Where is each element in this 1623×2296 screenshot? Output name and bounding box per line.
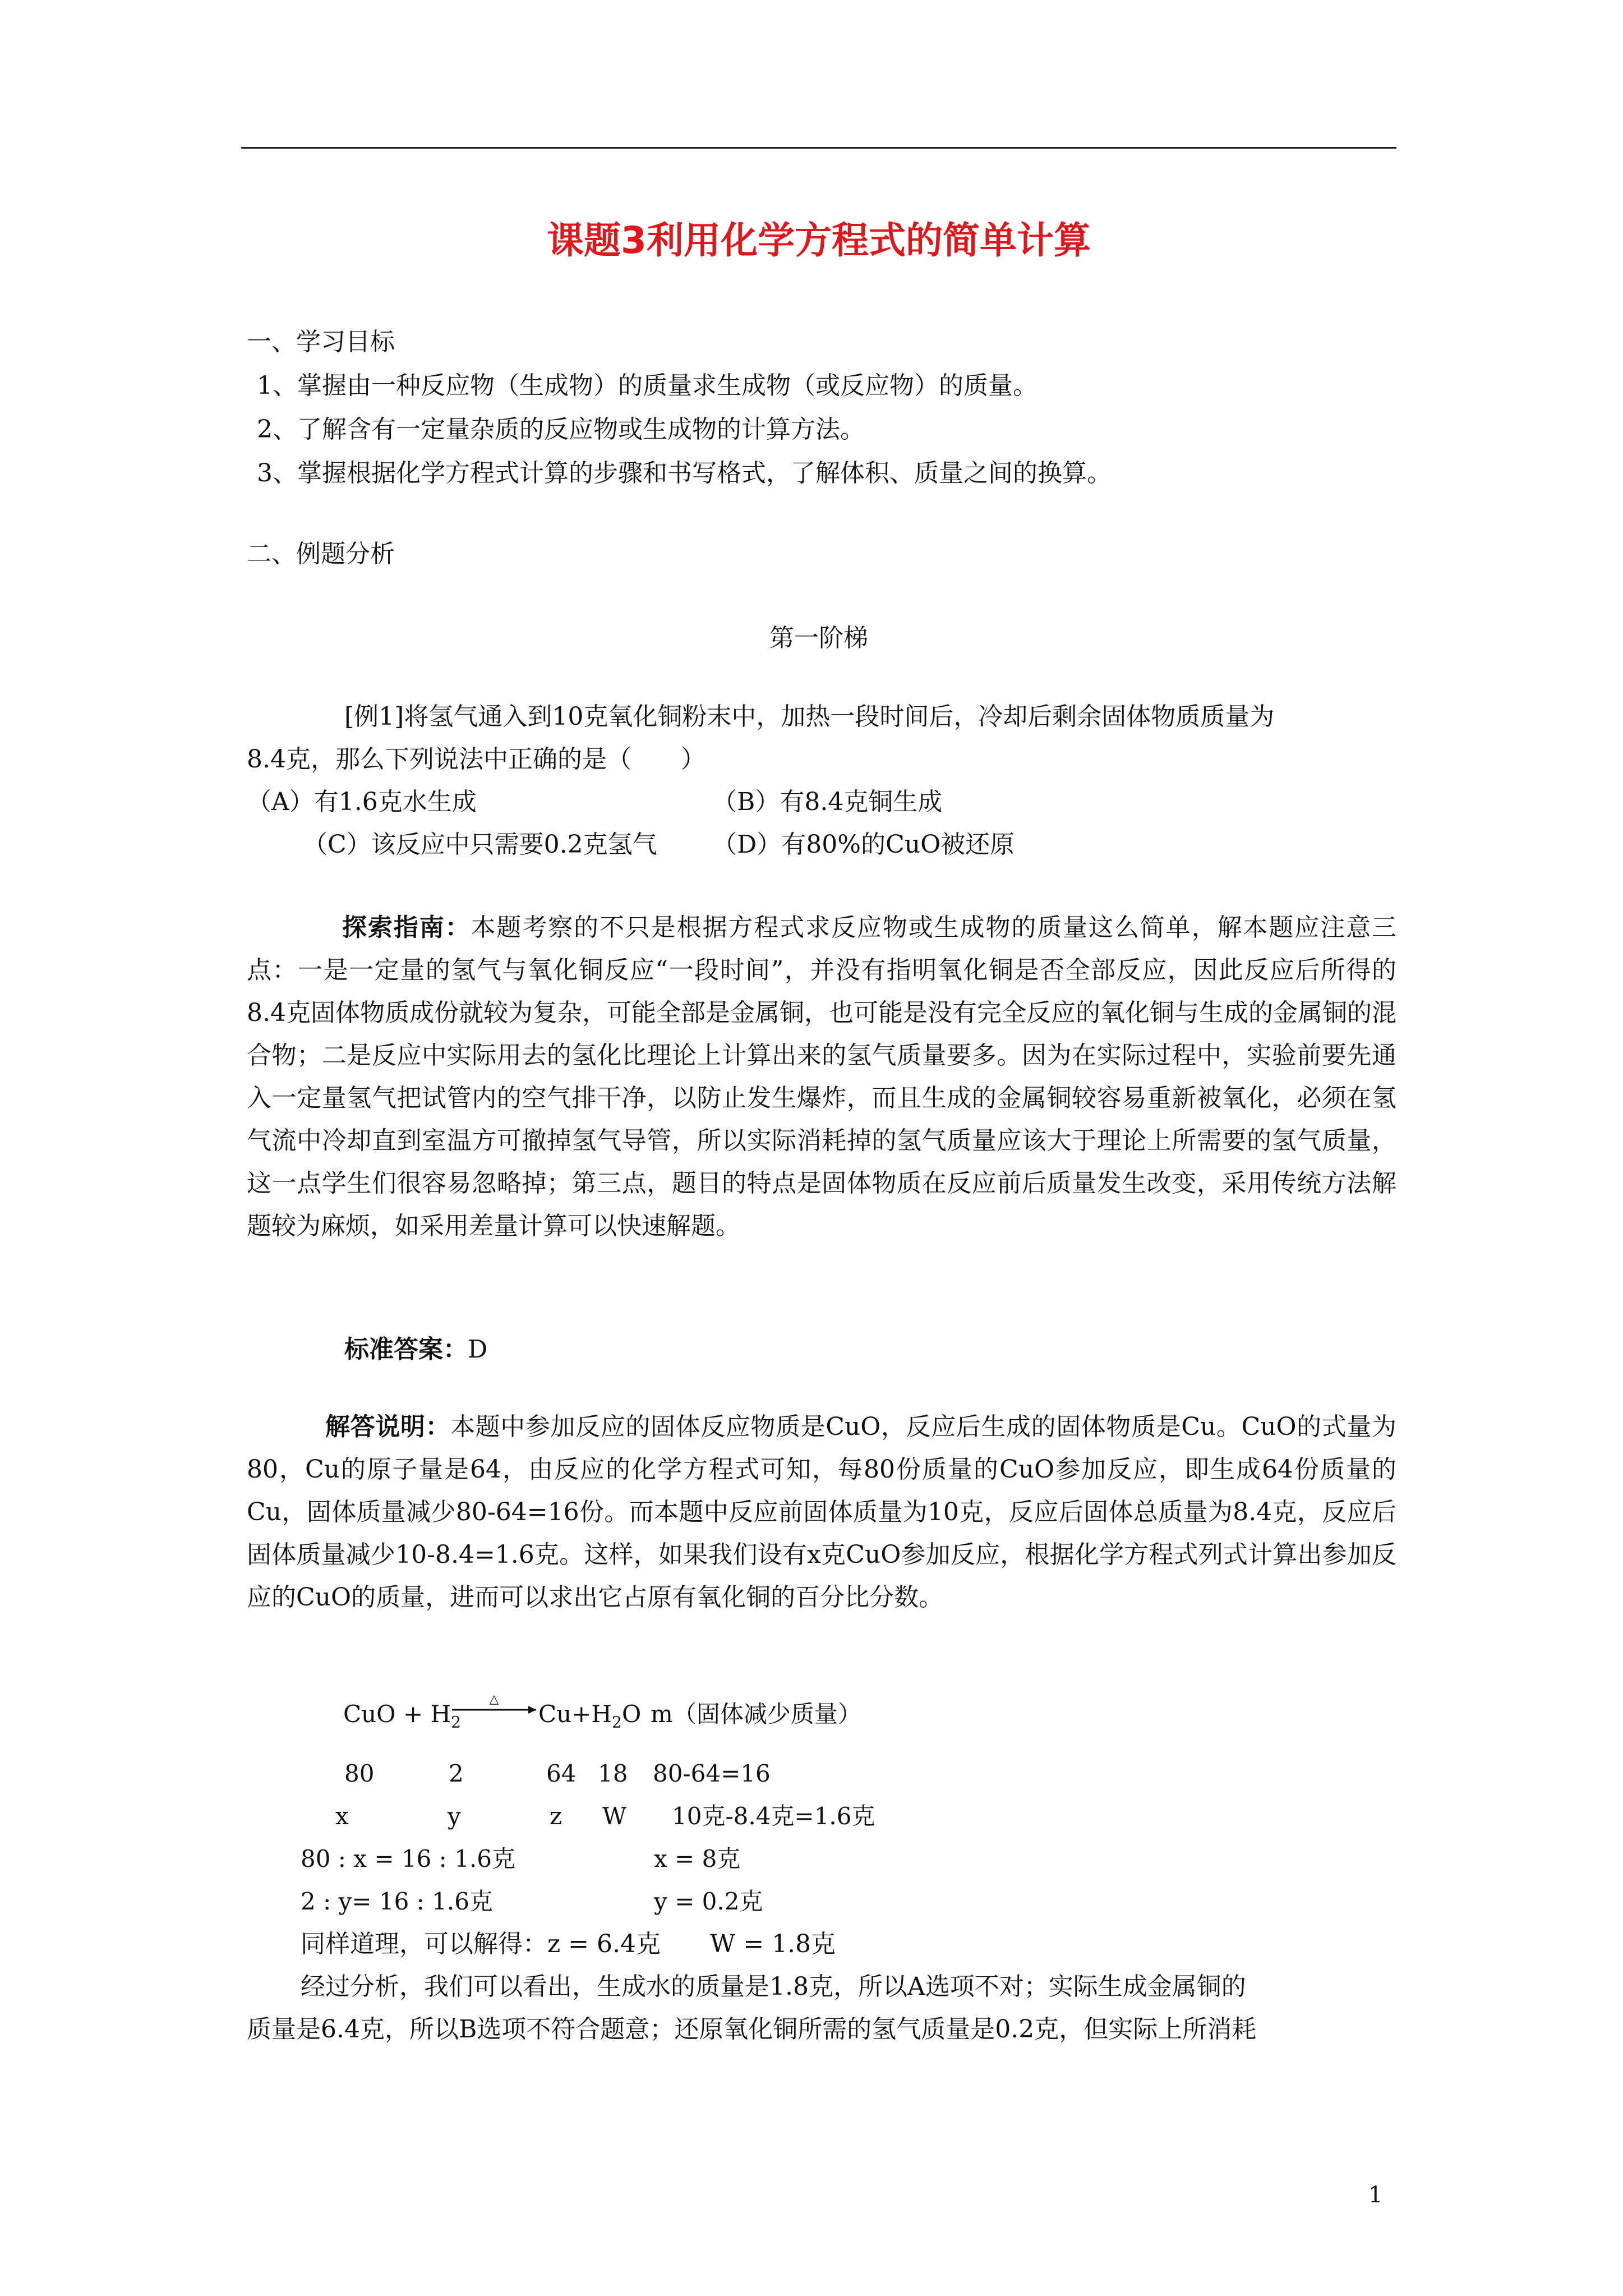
mass-value: 80 bbox=[344, 1760, 375, 1787]
variable: x bbox=[335, 1802, 349, 1830]
example-question-line: 8.4克，那么下列说法中正确的是（ ） bbox=[247, 745, 706, 774]
heat-condition: △ bbox=[489, 1692, 499, 1706]
objective-item: 3、掌握根据化学方程式计算的步骤和书写格式，了解体积、质量之间的换算。 bbox=[257, 459, 1112, 487]
equation-left: CuO + $H_2$ bbox=[343, 1700, 461, 1732]
variable: 10克-8.4克=1.6克 bbox=[672, 1802, 875, 1830]
guide-label: 探索指南： bbox=[342, 913, 471, 942]
explanation-paragraph bbox=[247, 1406, 1396, 1619]
option-c: （C）该反应中只需要0.2克氢气 bbox=[303, 830, 657, 859]
page-number: 1 bbox=[1368, 2182, 1383, 2208]
subheading-level: 第一阶梯 bbox=[769, 624, 868, 652]
equation-right: $Cu+H_2O$ bbox=[538, 1700, 642, 1732]
section-heading-examples: 二、例题分析 bbox=[247, 540, 395, 568]
option-a: （A）有1.6克水生成 bbox=[247, 788, 477, 816]
equation-note: m（固体减少质量） bbox=[651, 1700, 861, 1728]
page-title: 课题3利用化学方程式的简单计算 bbox=[547, 219, 1091, 262]
mass-value: 80-64=16 bbox=[653, 1760, 771, 1787]
mass-value: 64 bbox=[546, 1760, 577, 1787]
header-rule bbox=[241, 147, 1396, 149]
variable: z bbox=[550, 1802, 562, 1830]
answer-line bbox=[344, 1333, 487, 1366]
mass-value: 2 bbox=[449, 1760, 464, 1787]
calc-line: 同样道理，可以解得：z = 6.4克 W = 1.8克 bbox=[301, 1930, 836, 1958]
option-b: （B）有8.4克铜生成 bbox=[712, 788, 943, 816]
explanation-text: 本题中参加反应的固体反应物质是CuO，反应后生成的固体物质是Cu。CuO的式量为80，Cu的原子量是64，由反应的化学方程式可知，每80份质量的CuO参加反应，即生成64份质量的Cu，固体质量减少80-64=16份。而本题中反应前固体质量为10克，反应后固体总质量为8.4克，反应后固体质量减少10-8.4=1.6克。这样，如果我们设有x克CuO参加反应，根据化学方程式列式计算出参加反应的CuO的质量，进而可以求出它占原有氧化铜的百分比分数。 bbox=[247, 1412, 1397, 1612]
mass-value: 18 bbox=[598, 1760, 628, 1787]
conclusion-line: 经过分析，我们可以看出，生成水的质量是1.8克，所以A选项不对；实际生成金属铜的 bbox=[301, 1972, 1246, 2001]
subscript: 2 bbox=[612, 1713, 622, 1732]
calc-result: x = 8克 bbox=[654, 1845, 741, 1872]
subscript: 2 bbox=[451, 1713, 461, 1732]
calc-line: 80 : x = 16 : 1.6克 bbox=[301, 1845, 515, 1872]
answer-label: 标准答案： bbox=[344, 1335, 468, 1364]
explanation-label: 解答说明： bbox=[325, 1412, 451, 1441]
reaction-arrow-icon bbox=[452, 1688, 542, 1722]
variable: y bbox=[448, 1802, 461, 1830]
variable: W bbox=[602, 1802, 627, 1830]
guide-text: 本题考察的不只是根据方程式求反应物或生成物的质量这么简单，解本题应注意三点：一是一定量的氢气与氧化铜反应“一段时间”，并没有指明氧化铜是否全部反应，因此反应后所得的8.4克固体物质成份就较为复杂，可能全部是金属铜，也可能是没有完全反应的氧化铜与生成的金属铜的混合物；二是反应中实际用去的氢化比理论上计算出来的氢气质量要多。因为在实际过程中，实验前要先通入一定量氢气把试管内的空气排干净，以防止发生爆炸，而且生成的金属铜较容易重新被氧化，必须在氢气流中冷却直到室温方可撤掉氢气导管，所以实际消耗掉的氢气质量应该大于理论上所需要的氢气质量，这一点学生们很容易忽略掉；第三点，题目的特点是固体物质在反应前后质量发生改变，采用传统方法解题较为麻烦，如采用差量计算可以快速解题。 bbox=[247, 913, 1396, 1240]
objective-item: 1、掌握由一种反应物（生成物）的质量求生成物（或反应物）的质量。 bbox=[257, 371, 1038, 400]
answer-value: D bbox=[468, 1335, 488, 1364]
calc-result: y = 0.2克 bbox=[654, 1888, 763, 1915]
guide-paragraph bbox=[247, 907, 1396, 1248]
conclusion-line: 质量是6.4克，所以B选项不符合题意；还原氧化铜所需的氢气质量是0.2克，但实际上所消耗 bbox=[247, 2015, 1257, 2044]
example-question-line: [例1]将氢气通入到10克氧化铜粉末中，加热一段时间后，冷却后剩余固体物质质量为 bbox=[344, 702, 1275, 731]
calc-line: 2 : y= 16 : 1.6克 bbox=[301, 1888, 493, 1915]
option-d: （D）有80%的CuO被还原 bbox=[712, 830, 1015, 859]
objective-item: 2、了解含有一定量杂质的反应物或生成物的计算方法。 bbox=[257, 415, 865, 444]
section-heading-objectives: 一、学习目标 bbox=[247, 328, 395, 356]
